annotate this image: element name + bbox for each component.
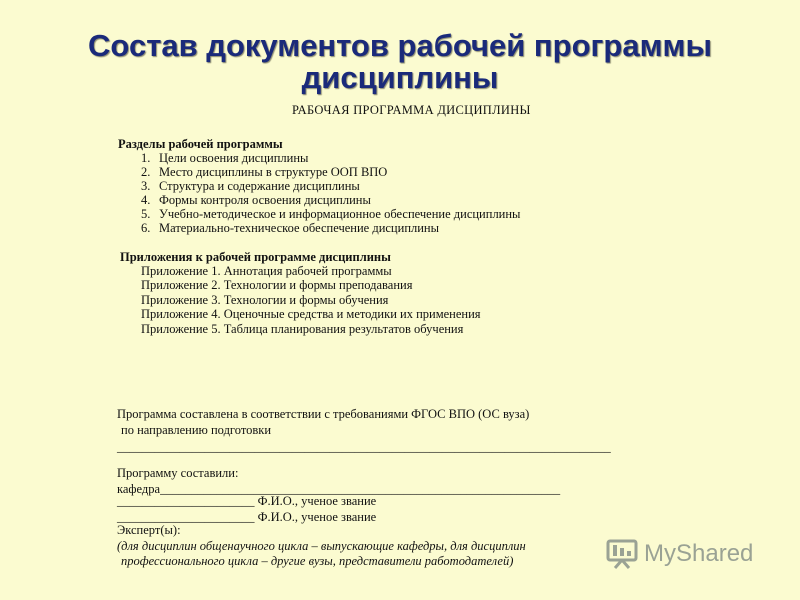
list-item — [141, 165, 387, 179]
section-text: Учебно-методическое и информационное обеспечение дисциплины — [159, 207, 521, 221]
section-text: Цели освоения дисциплины — [159, 151, 309, 165]
direction-blank: _______________________________________________________________________________ — [117, 440, 611, 454]
document-heading: РАБОЧАЯ ПРОГРАММА ДИСЦИПЛИНЫ — [292, 103, 531, 117]
list-item — [141, 193, 371, 207]
list-item: Приложение 3. Технологии и формы обучения — [141, 293, 389, 307]
list-item: Приложение 2. Технологии и формы преподавания — [141, 278, 413, 292]
slide-title-line-1: Состав документов рабочей программы — [88, 28, 712, 63]
author-line: ______________________ Ф.И.О., ученое звание — [117, 494, 377, 508]
list-item: Приложение 5. Таблица планирования результатов обучения — [141, 322, 464, 336]
section-number: 2. — [141, 165, 151, 179]
section-number: 4. — [141, 193, 151, 207]
watermark-text: MyShared — [644, 540, 754, 567]
section-text: Формы контроля освоения дисциплины — [159, 193, 371, 207]
compliance-line: Программа составлена в соответствии с требованиями ФГОС ВПО (ОС вуза) — [117, 407, 530, 421]
list-item — [141, 207, 520, 221]
section-text: Структура и содержание дисциплины — [159, 179, 360, 193]
expert-note-line-1: (для дисциплин общенаучного цикла – выпускающие кафедры, для дисциплин — [117, 539, 526, 553]
list-item: Приложение 4. Оценочные средства и методики их применения — [141, 307, 481, 321]
section-text: Материально-техническое обеспечение дисциплины — [159, 221, 440, 235]
presentation-board-icon — [606, 539, 638, 569]
direction-line: по направлению подготовки — [121, 423, 272, 437]
sections-title: Разделы рабочей программы — [118, 137, 283, 151]
section-number: 3. — [141, 179, 151, 193]
list-item — [141, 151, 308, 165]
watermark-logo — [606, 537, 753, 571]
list-item — [141, 221, 439, 235]
section-number: 1. — [141, 151, 151, 165]
authors-label: Программу составили: — [117, 466, 239, 480]
appendices-title: Приложения к рабочей программе дисциплины — [120, 250, 391, 264]
section-text: Место дисциплины в структуре ООП ВПО — [159, 165, 388, 179]
department-line: кафедра________________________________________________________________ — [117, 482, 561, 496]
expert-note-line-2: профессионального цикла – другие вузы, представители работодателей) — [121, 554, 514, 568]
author-line: ______________________ Ф.И.О., ученое звание — [117, 510, 377, 524]
list-item: Приложение 1. Аннотация рабочей программы — [141, 264, 392, 278]
expert-label: Эксперт(ы): — [117, 523, 181, 537]
list-item — [141, 179, 360, 193]
section-number: 5. — [141, 207, 151, 221]
slide-title-line-2: дисциплины — [301, 60, 499, 95]
section-number: 6. — [141, 221, 151, 235]
